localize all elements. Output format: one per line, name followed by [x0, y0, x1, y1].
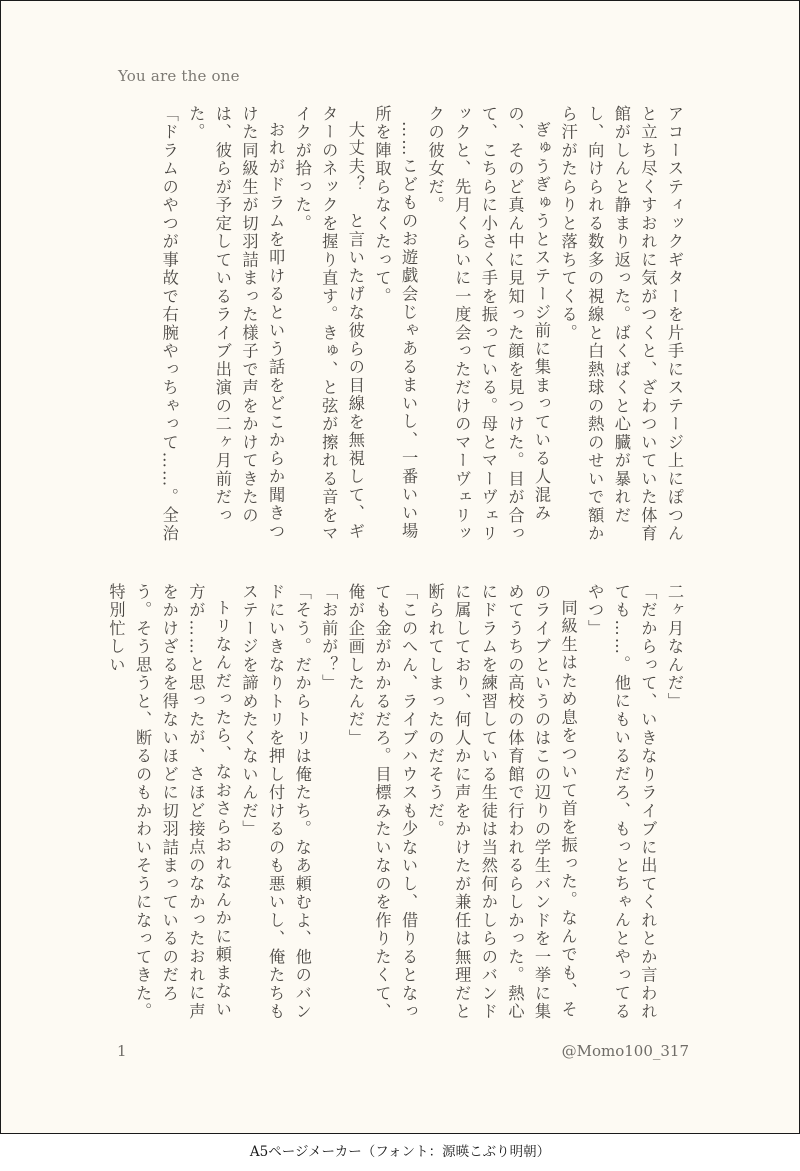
- paragraph: 大丈夫？ と言いたげな彼らの目線を無視して、ギターのネックを握り直す。きゅ、と弦が擦れる音をマイクが拾った。: [292, 105, 365, 543]
- paragraph: ぎゅうぎゅうとステージ前に集まっている人混みの、そのど真ん中に見知った顔を見つけた。目が合って、こちらに小さく手を振っている。母とマーヴェリックと、先月くらいに一度会っただけのマーヴェリックの彼女だ。: [425, 105, 552, 543]
- paragraph: 「ドラムのやつが事故で右腕やっちゃって……。全治: [159, 105, 179, 543]
- paragraph: ……こどものお遊戯会じゃあるまいし、一番いい場所を陣取らなくたって。: [372, 105, 419, 541]
- running-title: You are the one: [118, 67, 240, 85]
- paragraph: トリなんだったら、なおさらおれなんかに頼まない方が……と思ったが、さほど接点のなかったおれに声をかけざるを得ないほどに切羽詰まっているのだろう。そう思うと、断るのもかわいそうになってきた。特別忙しい: [106, 583, 232, 1021]
- paragraph: おれがドラムを叩けるという話をどこからか聞きつけた同級生が切羽詰まった様子で声をかけてきたのは、彼らが予定しているライブ出演の二ヶ月前だった。: [186, 105, 286, 541]
- paragraph: 二ヶ月なんだ」: [665, 583, 684, 711]
- paragraph: 「お前が？」: [319, 583, 339, 693]
- paragraph: 「そう。だからトリは俺たち。なあ頼むよ、他のバンドにいきなりトリを押し付けるのも悪いし、俺たちもステージを諦めたくないんだ」: [239, 583, 312, 1021]
- paragraph: 同級生はため息をついて首を振った。なんでも、そのライブというのはこの辺りの学生バンドを一挙に集めてうちの高校の体育館で行われるらしかった。熱心にドラムを練習している生徒は当然何かしらのバンドに属しており、何人かに声をかけたが兼任は無理だと断られてしまったのだそうだ。: [425, 583, 578, 1021]
- paragraph: 「このへん、ライブハウスも少ないし、借りるとなっても金がかかるだろ。目標みたいなのを作りたくて、俺が企画したんだ」: [345, 583, 419, 1021]
- paragraph: アコースティックギターを片手にステージ上にぽつんと立ち尽くすおれに気がつくと、ざわついていた体育館がしんと静まり返った。ばくばくと心臓が暴れだし、向けられる数多の視線と白熱球の熱のせいで額から汗がたらりと落ちてくる。: [558, 105, 684, 543]
- author-handle: @Momo100_317: [561, 1042, 689, 1060]
- text-block-top: [155, 105, 687, 549]
- paragraph: 「だからって、いきなりライブに出てくれとか言われても……。他にもいるだろ、もっとちゃんとやってるやつ」: [585, 583, 658, 1021]
- footer-caption: A5ページメーカー（フォント：源暎こぶり明朝）: [249, 1144, 551, 1160]
- page-number: 1: [117, 1042, 127, 1060]
- text-block-bottom: [102, 583, 687, 1027]
